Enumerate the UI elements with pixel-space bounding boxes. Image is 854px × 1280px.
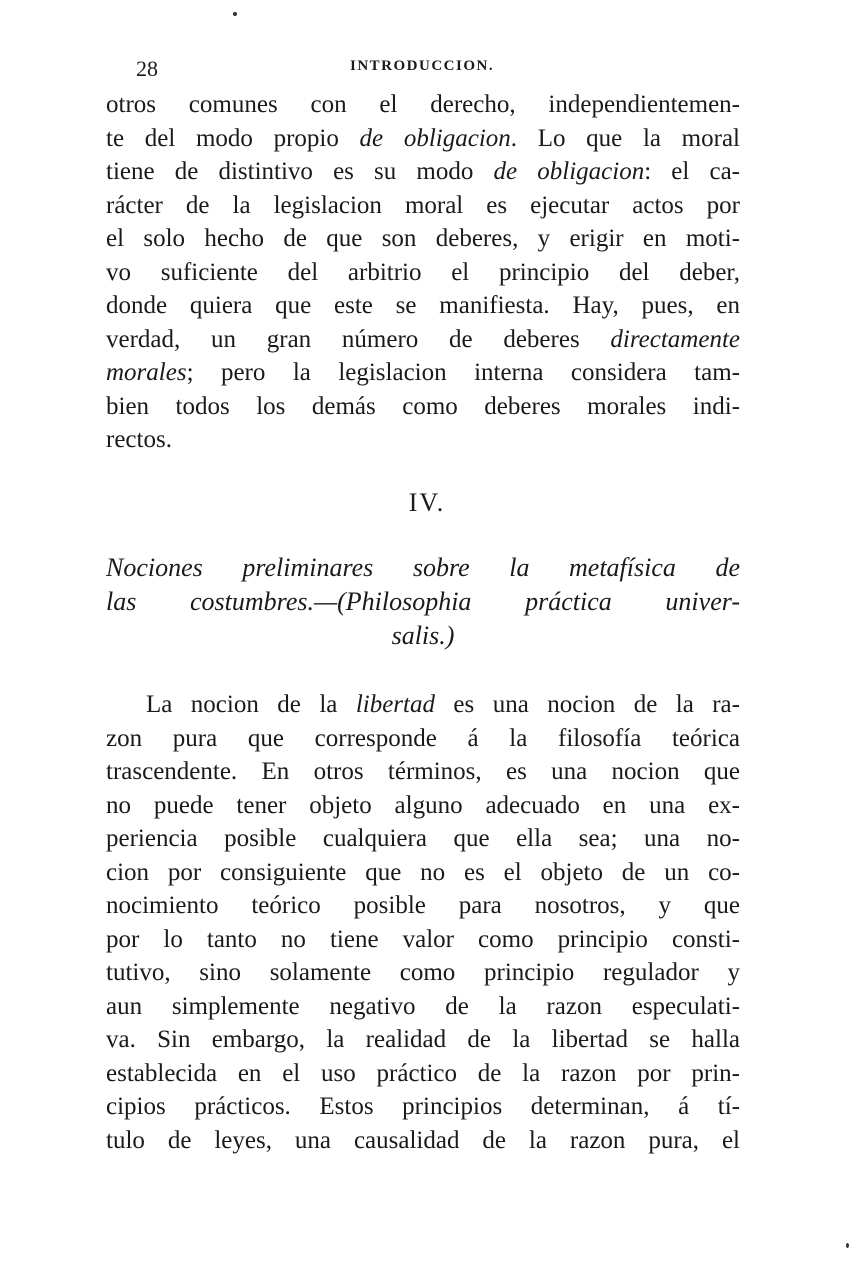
text-line: no puede tener objeto alguno adecuado en una ex-: [106, 791, 740, 819]
text-line: por lo tanto no tiene valor como principio consti-: [106, 925, 740, 953]
text-line: cipios prácticos. Estos principios determinan, á tí-: [106, 1093, 740, 1120]
text-line: trascendente. En otros términos, es una nocion que: [106, 758, 740, 785]
section-title: [106, 551, 740, 653]
text-line: morales; pero la legislacion interna considera tam-: [106, 359, 740, 386]
text-line: periencia posible cualquiera que ella sea; una no-: [106, 825, 740, 852]
text-line: vo suficiente del arbitrio el principio del deber,: [106, 258, 740, 286]
italic-term: directamente: [610, 325, 740, 353]
text-line: bien todos los demás como deberes morales indi-: [106, 392, 740, 420]
italic-term: de obligacion: [493, 158, 645, 185]
paragraph-2: [106, 688, 740, 1157]
section-title-line: las costumbres.—(Philosophia práctica univer-: [106, 587, 740, 616]
running-title: INTRODUCCION.: [350, 58, 495, 74]
section-number: IV.: [408, 488, 446, 517]
text-line: zon pura que corresponde á la filosofía teórica: [106, 724, 740, 752]
italic-term: morales: [106, 359, 187, 386]
text-line: La nocion de la libertad es una nocion de la ra-: [146, 691, 740, 718]
paragraph-1: [106, 88, 740, 457]
text-line: te del modo propio de obligacion. Lo que la moral: [106, 124, 740, 152]
italic-term: libertad: [355, 691, 435, 718]
print-speck: [846, 1243, 849, 1248]
text-line: tiene de distintivo es su modo de obligacion: el ca-: [106, 158, 741, 185]
text-line: rectos.: [106, 426, 172, 453]
text-line: donde quiera que este se manifiesta. Hay, pues, en: [106, 292, 740, 319]
section-title-line: Nociones preliminares sobre la metafísica de: [106, 553, 740, 582]
section-title-line: salis.): [391, 621, 455, 650]
text-line: va. Sin embargo, la realidad de la libertad se halla: [106, 1026, 740, 1053]
text-line: verdad, un gran número de deberes directamente: [106, 325, 740, 353]
text-line: tulo de leyes, una causalidad de la razon pura, el: [106, 1126, 740, 1154]
text-line: nocimiento teórico posible para nosotros, y que: [106, 892, 740, 919]
text-line: tutivo, sino solamente como principio regulador y: [106, 959, 740, 986]
text-line: el solo hecho de que son deberes, y erigir en moti-: [106, 225, 740, 252]
text-line: establecida en el uso práctico de la razon por prin-: [106, 1059, 740, 1087]
text-line: aun simplemente negativo de la razon especulati-: [106, 992, 740, 1020]
print-speck: [233, 12, 237, 16]
text-line: cion por consiguiente que no es el objeto de un co-: [106, 858, 740, 886]
page-number: 28: [136, 56, 158, 81]
italic-term: de obligacion: [359, 124, 511, 152]
text-line: rácter de la legislacion moral es ejecutar actos por: [106, 191, 740, 219]
text-line: otros comunes con el derecho, independientemen-: [106, 91, 740, 118]
running-head: [0, 50, 854, 80]
